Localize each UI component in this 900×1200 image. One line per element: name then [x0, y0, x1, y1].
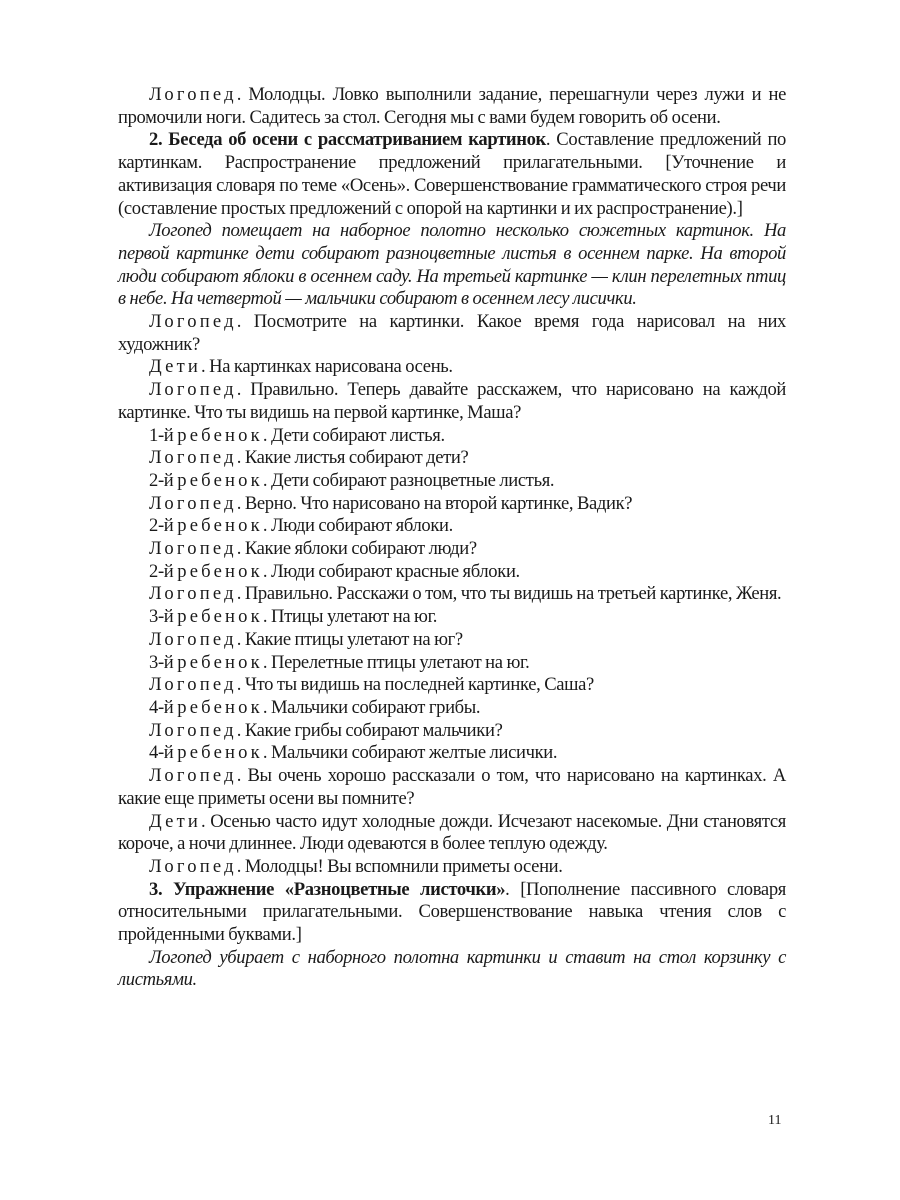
dialogue-paragraph — [118, 652, 786, 675]
speaker-label: Логопед — [149, 628, 237, 650]
speaker-label: Логопед — [149, 447, 237, 469]
speaker-label: ребенок — [177, 651, 263, 673]
speaker-label: Логопед — [149, 855, 237, 877]
section-paragraph — [118, 879, 786, 947]
dialogue-paragraph — [118, 493, 786, 516]
speaker-label: Логопед — [149, 583, 237, 605]
section-heading: 3. Упражнение «Разноцветные листочки» — [149, 878, 506, 900]
dialogue-text: . Какие яблоки собирают люди? — [236, 538, 477, 560]
dialogue-text: . Какие грибы собирают мальчики? — [236, 719, 503, 741]
dialogue-paragraph — [118, 811, 786, 856]
dialogue-paragraph — [118, 629, 786, 652]
dialogue-text: . Какие птицы улетают на юг? — [236, 628, 463, 650]
speaker-label: Логопед — [149, 379, 237, 401]
dialogue-paragraph — [118, 447, 786, 470]
instruction-paragraph: Логопед убирает с наборного полотна картинки и ставит на стол корзинку с листьями. — [118, 946, 786, 991]
dialogue-paragraph — [118, 538, 786, 561]
speaker-label: ребенок — [177, 560, 263, 582]
dialogue-text: . Правильно. Теперь давайте расскажем, что нарисовано на каждой картинке. Что ты видишь на первой картинке, Маша? — [118, 379, 786, 423]
dialogue-paragraph — [118, 720, 786, 743]
speaker-label: Логопед — [149, 538, 237, 560]
dialogue-text: . Осенью часто идут холодные дожди. Исчезают насекомые. Дни становятся короче, а ночи длиннее. Люди одеваются в более теплую одежду. — [118, 810, 786, 855]
dialogue-paragraph — [118, 356, 786, 379]
dialogue-text: . Что ты видишь на последней картинке, Саша? — [236, 674, 594, 696]
speaker-label: Логопед — [149, 492, 237, 514]
dialogue-paragraph — [118, 856, 786, 879]
dialogue-text: . Птицы улетают на юг. — [262, 606, 438, 628]
dialogue-paragraph — [118, 84, 786, 129]
speaker-label: ребенок — [177, 606, 263, 628]
child-number: 2-й — [149, 560, 178, 582]
dialogue-paragraph — [118, 697, 786, 720]
speaker-label: ребенок — [177, 424, 263, 446]
dialogue-text: . Люди собирают яблоки. — [262, 515, 453, 537]
speaker-label: Дети — [149, 356, 202, 378]
dialogue-paragraph — [118, 742, 786, 765]
child-number: 3-й — [149, 651, 178, 673]
page-body — [118, 84, 786, 992]
child-number: 4-й — [149, 696, 178, 718]
child-number: 2-й — [149, 469, 178, 491]
dialogue-text: . Мальчики собирают грибы. — [262, 696, 481, 718]
speaker-label: ребенок — [177, 469, 263, 491]
dialogue-text: . Молодцы! Вы вспомнили приметы осени. — [236, 855, 563, 877]
speaker-label: Логопед — [149, 674, 237, 696]
speaker-label: Дети — [149, 810, 202, 832]
page-number: 11 — [768, 1113, 782, 1128]
dialogue-paragraph — [118, 561, 786, 584]
dialogue-paragraph — [118, 379, 786, 424]
child-number: 4-й — [149, 742, 178, 764]
dialogue-paragraph — [118, 674, 786, 697]
dialogue-text: . Посмотрите на картинки. Какое время года нарисовал на них художник? — [118, 311, 786, 355]
dialogue-text: . Правильно. Расскажи о том, что ты видишь на третьей картинке, Женя. — [236, 583, 782, 605]
dialogue-text: . Дети собирают разноцветные листья. — [262, 469, 555, 491]
dialogue-text: . Молодцы. Ловко выполнили задание, перешагнули через лужи и не промочили ноги. Садитесь за стол. Сегодня мы с вами будем говорить об осени. — [118, 84, 786, 128]
speaker-label: Логопед — [149, 719, 237, 741]
child-number: 3-й — [149, 606, 178, 628]
speaker-label: Логопед — [149, 84, 237, 105]
speaker-label: ребенок — [177, 742, 263, 764]
child-number: 1-й — [149, 424, 178, 446]
speaker-label: ребенок — [177, 696, 263, 718]
speaker-label: Логопед — [149, 765, 237, 787]
dialogue-text: . Какие листья собирают дети? — [236, 447, 469, 469]
dialogue-paragraph — [118, 470, 786, 493]
dialogue-text: . Дети собирают листья. — [262, 424, 445, 446]
dialogue-paragraph — [118, 583, 786, 606]
dialogue-text: . Вы очень хорошо рассказали о том, что нарисовано на картинках. А какие еще приметы осени вы помните? — [118, 765, 786, 809]
speaker-label: ребенок — [177, 515, 263, 537]
section-paragraph — [118, 129, 786, 220]
dialogue-text: . Люди собирают красные яблоки. — [262, 560, 520, 582]
section-text: . [Пополнение пассивного словаря относительными прилагательными. Совершенствование навыка чтения слов с пройденными буквами.] — [118, 878, 786, 946]
dialogue-paragraph — [118, 765, 786, 810]
dialogue-text: . На картинках нарисована осень. — [201, 356, 453, 378]
section-text: . Составление предложений по картинкам. Распространение предложений прилагательными. [Уточнение и активизация словаря по теме «Осень». Совершенствование грамматического строя речи (составление простых предложений с опорой на картинки и их распространение).] — [118, 129, 786, 219]
dialogue-text: . Мальчики собирают желтые лисички. — [262, 742, 558, 764]
dialogue-paragraph — [118, 311, 786, 356]
dialogue-paragraph — [118, 515, 786, 538]
section-heading: 2. Беседа об осени с рассматриванием картинок — [149, 129, 546, 151]
dialogue-text: . Верно. Что нарисовано на второй картинке, Вадик? — [236, 492, 633, 514]
dialogue-paragraph — [118, 606, 786, 629]
dialogue-paragraph — [118, 425, 786, 448]
child-number: 2-й — [149, 515, 178, 537]
speaker-label: Логопед — [149, 311, 237, 333]
dialogue-text: . Перелетные птицы улетают на юг. — [262, 651, 530, 673]
instruction-paragraph: Логопед помещает на наборное полотно несколько сюжетных картинок. На первой картинке дети собирают разноцветные листья в осеннем парке. На второй люди собирают яблоки в осеннем саду. На третьей картинке — клин перелетных птиц в небе. На четвертой — мальчики собирают в осеннем лесу лисички. — [118, 220, 786, 310]
